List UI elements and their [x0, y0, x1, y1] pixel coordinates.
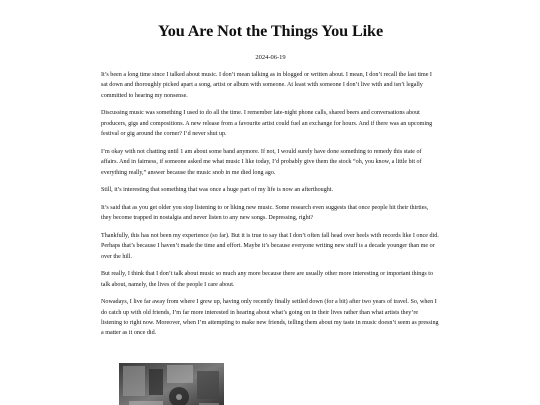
article-body — [101, 70, 440, 339]
photo-graphic — [119, 363, 224, 405]
article-date: 2024-06-19 — [255, 54, 286, 61]
paragraph: I’m okay with not chatting until 1 am about some band anymore. If not, I would surely have done something to remedy this state of affairs. And in fairness, if someone asked me what music I like today, I’d probably give them the stock “oh, you know, a little bit of everything really,” answer because the music snob in me died long ago. — [101, 148, 422, 176]
article — [101, 0, 440, 346]
paragraph: Still, it’s interesting that something that was once a huge part of my life is now an afterthought. — [101, 187, 334, 194]
paragraph: It’s been a long time since I talked about music. I don’t mean talking as in blogged or written about. I mean, I don’t recall the last time I sat down and thoroughly picked apart a song, artist or album with someone. At least with someone I don’t live with and isn’t legally committed to hearing my nonsense. — [101, 72, 432, 99]
article-title: You Are Not the Things You Like — [157, 22, 384, 40]
paragraph: Nowadays, I live far away from where I grew up, having only recently finally settled down (for a bit) after two years of travel. So, when I do catch up with old friends, I’m far more interested in hearing about what’s going on in their lives rather than what artists they’re listening to right now. Moreover, when I’m attempting to make new friends, telling them about my taste in music doesn’t seem as pressing a matter as it once did. — [101, 299, 439, 337]
paragraph: But really, I think that I don’t talk about music so much any more because there are usually other more interesting or important things to talk about, namely, the lives of the people I care about. — [101, 271, 434, 288]
article-photo — [119, 363, 224, 405]
paragraph: Thankfully, this has not been my experience (so far). But it is true to say that I don’t often fall head over heels with records like I once did. Perhaps that’s because I haven’t made the time and effort. Maybe it’s because everyone writing new stuff is a decade younger than me or over the hill. — [101, 232, 439, 260]
paragraph: It’s said that as you get older you stop listening to or liking new music. Some research even suggests that once people hit their thirties, they become trapped in nostalgia and never listen to any new songs. Depressing, right? — [101, 204, 429, 222]
paragraph: Discussing music was something I used to do all the time. I remember late-night phone calls, shared beers and conversations about producers, gigs and compositions. A new release from a favourite artist could fuel an exchange for hours. And if there was an upcoming festival or gig around the corner? I’d never shut up. — [101, 110, 433, 138]
